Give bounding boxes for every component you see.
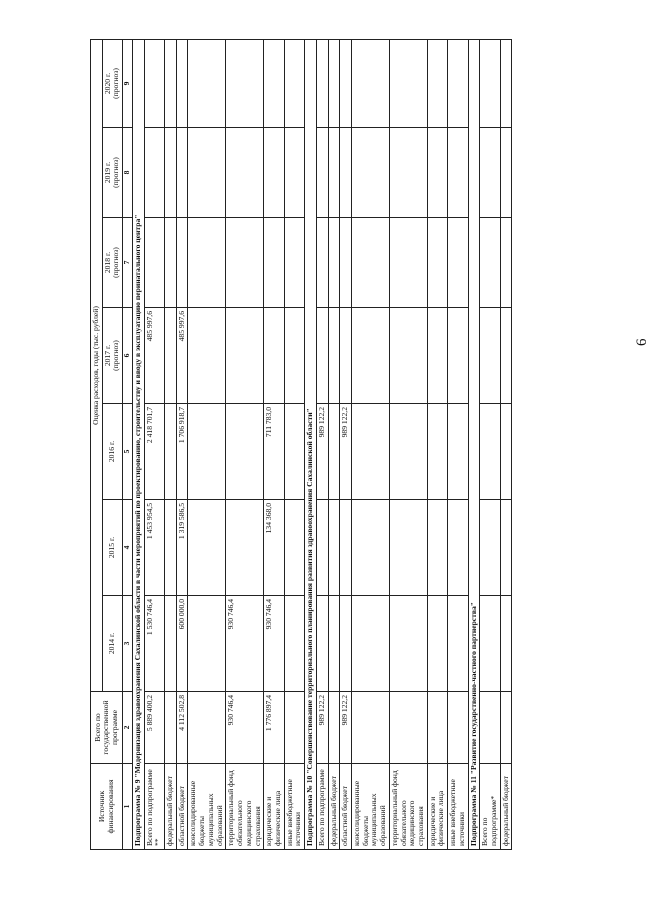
value-cell	[284, 500, 304, 596]
value-cell	[226, 39, 264, 127]
value-cell	[351, 308, 389, 404]
table-row	[284, 39, 304, 849]
value-cell	[176, 218, 188, 308]
value-cell	[316, 218, 328, 308]
value-cell	[351, 500, 389, 596]
table-row	[188, 39, 226, 849]
value-cell	[284, 39, 304, 127]
value-cell	[427, 218, 447, 308]
header-year	[102, 308, 122, 404]
row-label: территориальный фонд обязательного медицинского страхования	[389, 764, 427, 850]
subprogram-title: Подпрограмма № 10 "Совершенствование территориального планирования развития здравоохранения Сахалинской области"	[305, 39, 317, 849]
value-cell	[226, 128, 264, 218]
value-cell	[427, 39, 447, 127]
header-source: Источник финансирования	[91, 764, 123, 850]
value-cell	[188, 500, 226, 596]
value-cell	[389, 308, 427, 404]
table-row	[340, 39, 352, 849]
value-cell	[226, 500, 264, 596]
value-cell	[284, 404, 304, 500]
table-row	[264, 39, 284, 849]
header-row	[91, 39, 103, 849]
table-row	[427, 39, 447, 849]
value-cell	[480, 596, 500, 692]
value-cell	[340, 500, 352, 596]
year-label: 2017 г.	[102, 344, 112, 367]
row-label: юридические и физические лица	[427, 764, 447, 850]
value-cell	[480, 500, 500, 596]
value-cell: 1 453 954,5	[144, 500, 164, 596]
table-row	[480, 39, 500, 849]
value-cell	[165, 128, 177, 218]
value-cell: 989 122,2	[316, 692, 328, 764]
value-cell	[500, 596, 512, 692]
value-cell: 989 122,2	[340, 692, 352, 764]
value-cell	[165, 39, 177, 127]
value-cell	[448, 218, 468, 308]
value-cell	[389, 404, 427, 500]
value-cell	[284, 308, 304, 404]
value-cell	[389, 39, 427, 127]
value-cell	[165, 596, 177, 692]
row-label: Всего по подпрограмме **	[144, 764, 164, 850]
row-label: федеральный бюджет	[165, 764, 177, 850]
table-row	[500, 39, 512, 849]
value-cell	[328, 39, 340, 127]
year-note: (прогноз)	[111, 247, 121, 278]
value-cell	[448, 404, 468, 500]
value-cell	[165, 500, 177, 596]
table-wrapper	[90, 40, 512, 850]
value-cell	[480, 128, 500, 218]
value-cell	[144, 218, 164, 308]
value-cell	[165, 218, 177, 308]
year-label: 2014 г.	[107, 632, 117, 655]
value-cell	[448, 692, 468, 764]
value-cell	[448, 308, 468, 404]
value-cell	[500, 308, 512, 404]
table-row	[226, 39, 264, 849]
value-cell	[427, 692, 447, 764]
year-label: 2015 г.	[107, 536, 117, 559]
value-cell	[284, 596, 304, 692]
value-cell	[351, 692, 389, 764]
table-row	[328, 39, 340, 849]
value-cell: 1 706 918,7	[176, 404, 188, 500]
table-body	[132, 39, 512, 849]
value-cell: 134 368,0	[264, 500, 284, 596]
column-number: 4	[123, 500, 133, 596]
row-label: консолидированные бюджеты муниципальных образований	[188, 764, 226, 850]
value-cell	[165, 308, 177, 404]
value-cell: 989 122,2	[340, 404, 352, 500]
year-label: 2019 г.	[102, 161, 112, 184]
value-cell	[328, 692, 340, 764]
value-cell: 2 418 701,7	[144, 404, 164, 500]
column-number: 8	[123, 128, 133, 218]
value-cell	[328, 404, 340, 500]
value-cell	[500, 218, 512, 308]
value-cell	[448, 39, 468, 127]
value-cell: 930 746,4	[226, 596, 264, 692]
value-cell	[389, 596, 427, 692]
subprogram-title: Подпрограмма № 9 "Модернизация здравоохранения Сахалинской области в части мероприятий по проектированию, строительству и вводу в эксплуатацию перинатального центра"	[132, 39, 144, 849]
header-year	[102, 596, 122, 692]
value-cell	[165, 404, 177, 500]
value-cell	[188, 308, 226, 404]
year-note: (прогноз)	[111, 157, 121, 188]
table-row	[144, 39, 164, 849]
row-label: Всего по подпрограмме	[316, 764, 328, 850]
header-year	[102, 404, 122, 500]
value-cell	[176, 128, 188, 218]
value-cell	[226, 218, 264, 308]
column-number: 9	[123, 39, 133, 127]
row-label: консолидированные бюджеты муниципальных образований	[351, 764, 389, 850]
table-row	[176, 39, 188, 849]
row-label: юридические и физические лица	[264, 764, 284, 850]
value-cell	[165, 692, 177, 764]
value-cell: 930 746,4	[264, 596, 284, 692]
value-cell	[188, 692, 226, 764]
value-cell	[340, 308, 352, 404]
value-cell	[500, 39, 512, 127]
value-cell	[427, 404, 447, 500]
value-cell	[427, 500, 447, 596]
subprogram-row	[468, 39, 480, 849]
value-cell	[448, 596, 468, 692]
value-cell	[427, 308, 447, 404]
row-label: Всего по подпрограмме*	[480, 764, 500, 850]
header-group: Оценка расходов, годы (тыс. рублей)	[91, 39, 103, 691]
column-number-row	[123, 39, 133, 849]
value-cell	[500, 692, 512, 764]
value-cell	[144, 128, 164, 218]
value-cell	[188, 39, 226, 127]
value-cell	[316, 308, 328, 404]
value-cell	[351, 128, 389, 218]
value-cell: 4 112 502,8	[176, 692, 188, 764]
year-label: 2020 г.	[102, 72, 112, 95]
year-note: (прогноз)	[111, 340, 121, 371]
value-cell	[480, 404, 500, 500]
value-cell	[284, 128, 304, 218]
year-label: 2018 г.	[102, 251, 112, 274]
row-label: федеральный бюджет	[500, 764, 512, 850]
row-label: областной бюджет	[340, 764, 352, 850]
value-cell	[226, 404, 264, 500]
value-cell: 1 776 897,4	[264, 692, 284, 764]
financing-table	[90, 39, 512, 850]
value-cell	[351, 218, 389, 308]
value-cell: 1 530 746,4	[144, 596, 164, 692]
year-label: 2016 г.	[107, 440, 117, 463]
subprogram-row	[305, 39, 317, 849]
row-label: территориальный фонд обязательного медицинского страхования	[226, 764, 264, 850]
value-cell: 485 997,6	[144, 308, 164, 404]
value-cell	[448, 500, 468, 596]
column-number: 6	[123, 308, 133, 404]
value-cell	[340, 39, 352, 127]
value-cell	[480, 692, 500, 764]
subprogram-row	[132, 39, 144, 849]
value-cell	[316, 39, 328, 127]
value-cell	[328, 128, 340, 218]
table-row	[448, 39, 468, 849]
value-cell	[448, 128, 468, 218]
year-note: (прогноз)	[111, 68, 121, 99]
row-label: областной бюджет	[176, 764, 188, 850]
value-cell: 711 783,0	[264, 404, 284, 500]
table-row	[351, 39, 389, 849]
value-cell	[316, 596, 328, 692]
header-year	[102, 218, 122, 308]
table-row	[316, 39, 328, 849]
header-year	[102, 500, 122, 596]
column-number: 3	[123, 596, 133, 692]
value-cell	[480, 218, 500, 308]
column-number: 2	[123, 692, 133, 764]
value-cell	[264, 39, 284, 127]
value-cell	[328, 596, 340, 692]
value-cell: 600 000,0	[176, 596, 188, 692]
value-cell: 1 319 586,5	[176, 500, 188, 596]
value-cell	[500, 404, 512, 500]
column-number: 5	[123, 404, 133, 500]
value-cell	[144, 39, 164, 127]
value-cell	[389, 128, 427, 218]
value-cell	[188, 596, 226, 692]
header-total: Всего по государственной программе	[91, 692, 123, 764]
column-number: 7	[123, 218, 133, 308]
table-row	[389, 39, 427, 849]
value-cell	[264, 308, 284, 404]
value-cell	[176, 39, 188, 127]
value-cell	[188, 128, 226, 218]
value-cell	[427, 128, 447, 218]
value-cell	[340, 128, 352, 218]
value-cell: 5 889 400,2	[144, 692, 164, 764]
subprogram-title: Подпрограмма № 11 "Развитие государственно-частного партнерства"	[468, 39, 480, 849]
value-cell	[500, 500, 512, 596]
value-cell	[284, 692, 304, 764]
value-cell	[427, 596, 447, 692]
value-cell	[340, 218, 352, 308]
value-cell	[328, 218, 340, 308]
value-cell	[500, 128, 512, 218]
value-cell	[316, 500, 328, 596]
row-label: иные внебюджетные источники	[448, 764, 468, 850]
value-cell	[480, 39, 500, 127]
table-row	[165, 39, 177, 849]
value-cell	[188, 404, 226, 500]
value-cell	[340, 596, 352, 692]
value-cell	[264, 128, 284, 218]
value-cell	[389, 218, 427, 308]
value-cell	[264, 218, 284, 308]
value-cell	[328, 308, 340, 404]
value-cell	[284, 218, 304, 308]
value-cell	[351, 404, 389, 500]
value-cell	[389, 692, 427, 764]
header-year	[102, 39, 122, 127]
value-cell	[480, 308, 500, 404]
value-cell	[188, 218, 226, 308]
value-cell: 989 122,2	[316, 404, 328, 500]
value-cell: 930 746,4	[226, 692, 264, 764]
value-cell	[316, 128, 328, 218]
value-cell	[351, 596, 389, 692]
header-year	[102, 128, 122, 218]
row-label: федеральный бюджет	[328, 764, 340, 850]
column-number: 1	[123, 764, 133, 850]
value-cell	[351, 39, 389, 127]
row-label: иные внебюджетные источники	[284, 764, 304, 850]
value-cell	[226, 308, 264, 404]
value-cell: 485 997,6	[176, 308, 188, 404]
page-number: 6	[634, 338, 650, 346]
value-cell	[389, 500, 427, 596]
value-cell	[328, 500, 340, 596]
